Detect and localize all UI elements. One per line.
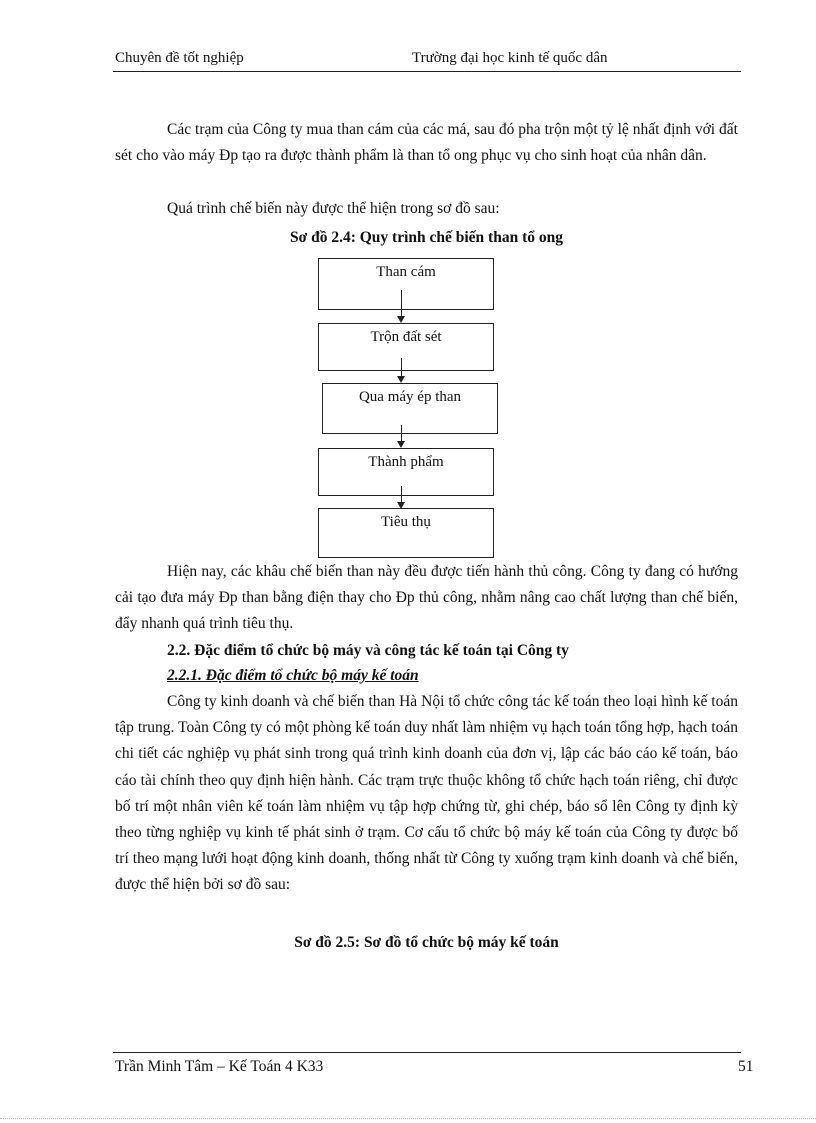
- footer-author: Trần Minh Tâm – Kế Toán 4 K33: [115, 1058, 324, 1075]
- flow-step-thanh-pham: Thành phẩm: [318, 448, 494, 496]
- diagram-caption-2-4: Sơ đồ 2.4: Quy trình chế biến than tổ ong: [290, 229, 563, 246]
- paragraph-intro: Các trạm của Công ty mua than cám của các má, sau đó pha trộn một tỷ lệ nhất định với đất sét cho vào máy Đp tạo ra được thành phẩm là than tổ ong phục vụ cho sinh hoạt của nhân dân.: [115, 121, 738, 165]
- flow-arrowhead-1: [397, 316, 405, 323]
- flow-arrow-2: [401, 358, 402, 378]
- paragraph-current-status: Hiện nay, các khâu chế biến than này đều được tiến hành thủ công. Công ty đang có hướng cải tạo đưa máy Đp than bằng điện thay cho Đp thủ công, nhằm nâng cao chất lượng than chế biến, đẩy nhanh quá trình tiêu thụ.: [115, 563, 738, 633]
- flow-step-qua-may-ep-than: Qua máy ép than: [322, 383, 498, 434]
- header-left: Chuyên đề tốt nghiệp: [115, 50, 244, 66]
- header-right: Trường đại học kinh tế quốc dân: [412, 50, 608, 66]
- subsection-heading-2-2-1: 2.2.1. Đặc điểm tổ chức bộ máy kế toán: [167, 667, 419, 684]
- footer-rule: [113, 1052, 741, 1053]
- paragraph-diagram-intro: Quá trình chế biến này được thể hiện trong sơ đồ sau:: [167, 200, 500, 217]
- flow-arrowhead-2: [397, 376, 405, 383]
- flow-step-than-cam: Than cám: [318, 258, 494, 310]
- flow-step-tieu-thu: Tiêu thụ: [318, 508, 494, 558]
- flow-arrowhead-4: [397, 502, 405, 509]
- flow-arrow-1: [401, 290, 402, 318]
- paragraph-accounting-structure: Công ty kinh doanh và chế biến than Hà Nội tổ chức công tác kế toán theo loại hình kế toán tập trung. Toàn Công ty có một phòng kế toán duy nhất làm nhiệm vụ hạch toán tổng hợp, hạch toán chi tiết các nghiệp vụ phát sinh trong quá trình kinh doanh của đơn vị, lập các báo cáo kế toán, báo cáo tài chính theo quy định hiện hành. Các trạm trực thuộc không tổ chức hạch toán riêng, chỉ được bố trí một nhân viên kế toán làm nhiệm vụ tập hợp chứng từ, ghi chép, báo sổ lên Công ty định kỳ theo từng nghiệp vụ kinh tế phát sinh ở trạm. Cơ cấu tổ chức bộ máy kế toán của Công ty được bố trí theo mạng lưới hoạt động kinh doanh, thống nhất từ Công ty xuống trạm kinh doanh và chế biến, được thể hiện bởi sơ đồ sau:: [115, 693, 738, 894]
- flow-arrowhead-3: [397, 441, 405, 448]
- diagram-caption-2-5: Sơ đồ 2.5: Sơ đồ tổ chức bộ máy kế toán: [294, 934, 559, 951]
- page-bottom-border: [0, 1118, 816, 1119]
- section-heading-2-2: 2.2. Đặc điểm tổ chức bộ máy và công tác kế toán tại Công ty: [167, 642, 569, 659]
- flow-step-tron-dat-set: Trộn đất sét: [318, 323, 494, 371]
- page-number: 51: [738, 1058, 754, 1075]
- header-rule: [113, 71, 741, 72]
